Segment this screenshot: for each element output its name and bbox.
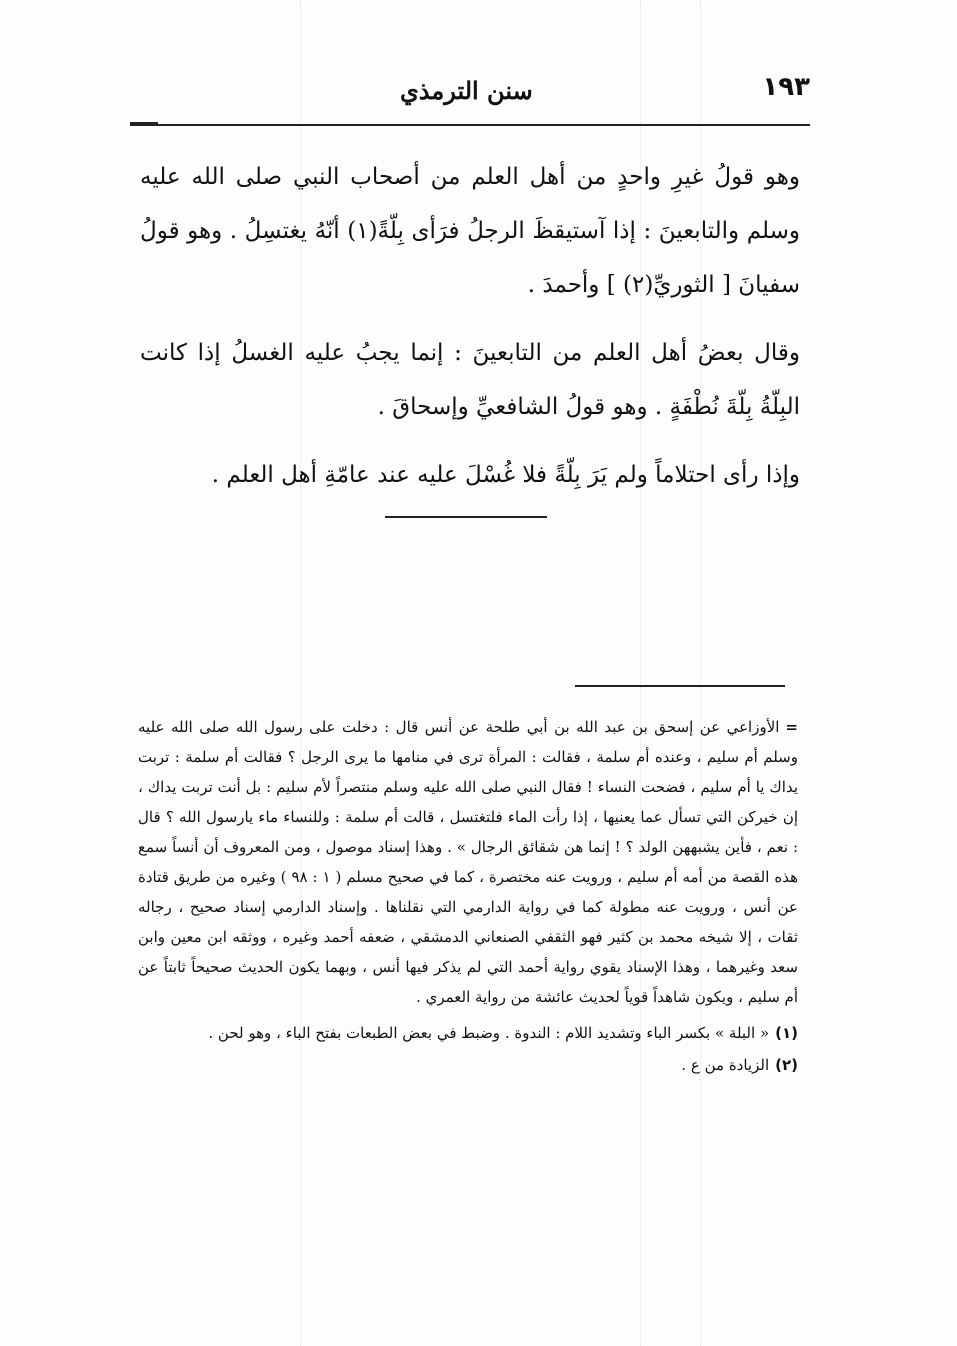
- continuation-marker: =: [785, 718, 798, 736]
- footnotes: [138, 712, 798, 1080]
- footnote-text: الزيادة من ع .: [681, 1056, 770, 1074]
- footnote-number: (٢): [775, 1056, 798, 1074]
- paragraph: وهو قولُ غيرِ واحدٍ من أهل العلم من أصحاب النبي صلى الله عليه وسلم والتابعينَ : إذا آستيقظَ الرجلُ فرَأى بِلّةً(١) أنّهُ يغتسِلُ . وهو قولُ سفيانَ [ الثوريِّ(٢) ] وأحمدَ .: [140, 164, 800, 298]
- footnote-separator: [575, 685, 785, 687]
- paragraph: وقال بعضُ أهل العلم من التابعينَ : إنما يجبُ عليه الغسلُ إذا كانت البِلّةُ بِلّةَ نُطْفَةٍ . وهو قولُ الشافعيِّ وإسحاقَ .: [140, 340, 800, 420]
- header-rule-mark: [130, 122, 158, 125]
- footnote-text: الأوزاعي عن إسحق بن عبد الله بن أبي طلحة عن أنس قال : دخلت على رسول الله صلى الله عليه وسلم أم سليم ، وعنده أم سلمة ، فقالت : المرأة ترى في منامها ما يرى الرجل ؟ فقالت أم سلمة : تربت يداك يا أم سليم ، فضحت النساء ! فقال النبي صلى الله عليه وسلم منتصراً لأم سليم : بل أنت تربت يداك ، إن خيركن التي تسأل عما يعنيها ، إذا رأت الماء فلتغتسل ، قالت أم سلمة : وللنساء ماء يارسول الله ؟ قال : نعم ، فأين يشبههن الولد ؟ ! إنما هن شقائق الرجال » . وهذا إسناد موصول ، ومن المعروف أن أنساً سمع هذه القصة من أمه أم سليم ، ورويت عنه مختصرة ، كما في صحيح مسلم ( ١ : ٩٨ ) وغيره من طريق قتادة عن أنس ، ورويت عنه مطولة كما في رواية الدارمي التي نقلناها . وإسناد الدارمي إسناد صحيح ، رجاله ثقات ، إلا شيخه محمد بن كثير فهو الثقفي الصنعاني الدمشقي ، ضعفه أحمد وغيره ، ووثقه ابن معين وابن سعد وغيرهما ، وهذا الإسناد يقوي رواية أحمد التي لم يذكر فيها أنس ، وبهما يكون الحديث صحيحاً ثابتاً عن أم سليم ، ويكون شاهداً قوياً لحديث عائشة من رواية العمري .: [138, 718, 798, 1006]
- page-header: [130, 72, 810, 112]
- footnote-number: (١): [775, 1024, 798, 1042]
- footnote-text: « البلة » بكسر الباء وتشديد اللام : الندوة . وضبط في بعض الطبعات بفتح الباء ، وهو لحن .: [208, 1024, 770, 1042]
- paragraph: وإذا رأى احتلاماً ولم يَرَ بِلّةً فلا غُسْلَ عليه عند عامّةِ أهل العلم .: [211, 462, 800, 488]
- main-text: [140, 150, 800, 512]
- footnote-continued: [138, 712, 798, 1012]
- section-end-rule: [385, 516, 547, 518]
- page-number: ١٩٣: [762, 72, 810, 102]
- footnote-item: [138, 1050, 798, 1080]
- footnote-item: [138, 1018, 798, 1048]
- header-rule: [130, 124, 810, 126]
- running-title: سنن الترمذي: [400, 76, 533, 105]
